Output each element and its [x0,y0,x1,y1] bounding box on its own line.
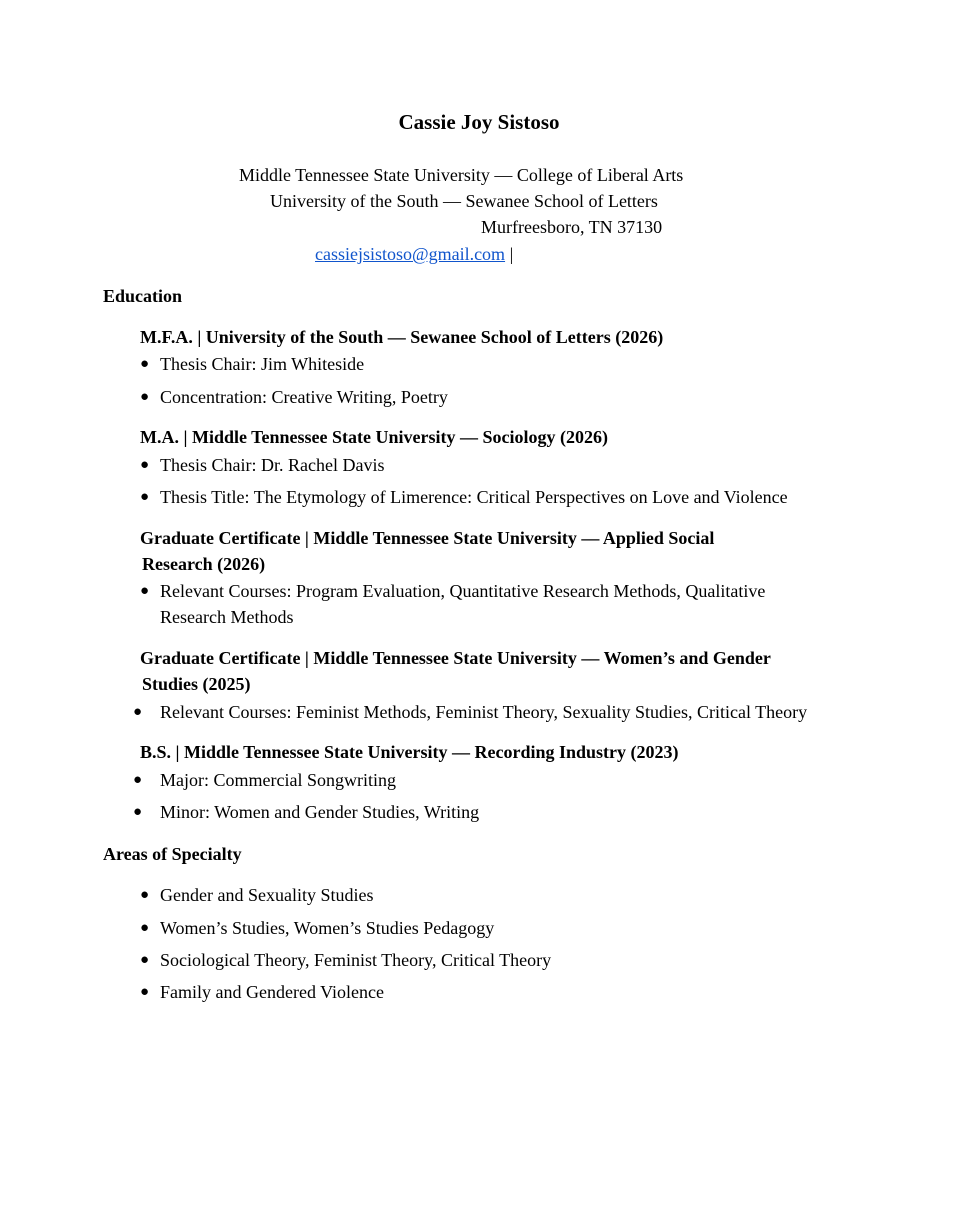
degree-heading-bs: B.S. | Middle Tennessee State University — Recording Industry (2023) [140,742,679,762]
bullet-icon: ● [140,984,150,1000]
degree-heading-cert-asr-cont: Research (2026) [142,554,266,574]
bullet-icon: ● [140,489,150,505]
degree-heading-cert-wgs-cont: Studies (2025) [142,674,251,694]
bullet-icon: ● [133,704,143,720]
list-item-text: Women’s Studies, Women’s Studies Pedagogy [160,918,495,938]
list-item-text: Family and Gendered Violence [160,982,385,1002]
affiliation-line-2: University of the South — Sewanee School of Letters [270,191,658,211]
list-item-text: Thesis Title: The Etymology of Limerence: Critical Perspectives on Love and Violence [160,487,788,507]
list-item-text: Relevant Courses: Program Evaluation, Quantitative Research Methods, Qualitative [160,581,766,601]
bullet-icon: ● [140,389,150,405]
list-item-text: Thesis Chair: Jim Whiteside [160,354,365,374]
section-title-education: Education [103,286,183,306]
email-link[interactable]: cassiejsistoso@gmail.com [315,244,506,264]
list-item-text: Sociological Theory, Feminist Theory, Critical Theory [160,950,552,970]
degree-heading-cert-asr: Graduate Certificate | Middle Tennessee State University — Applied Social [140,528,715,548]
contact-line [315,243,513,265]
list-item-text: Minor: Women and Gender Studies, Writing [160,802,480,822]
bullet-icon: ● [140,356,150,372]
list-item-text-cont: Research Methods [160,607,294,627]
list-item-text: Relevant Courses: Feminist Methods, Feminist Theory, Sexuality Studies, Critical Theory [160,702,808,722]
section-title-specialty: Areas of Specialty [103,844,242,864]
bullet-icon: ● [140,952,150,968]
contact-separator: | [509,244,514,264]
affiliation-line-1: Middle Tennessee State University — College of Liberal Arts [239,165,684,185]
bullet-icon: ● [140,920,150,936]
bullet-icon: ● [140,887,150,903]
list-item-text: Gender and Sexuality Studies [160,885,374,905]
page-title: Cassie Joy Sistoso [398,110,560,134]
bullet-icon: ● [140,583,150,599]
bullet-icon: ● [140,457,150,473]
list-item-text: Thesis Chair: Dr. Rachel Davis [160,455,385,475]
list-item-text: Major: Commercial Songwriting [160,770,396,790]
degree-heading-mfa: M.F.A. | University of the South — Sewanee School of Letters (2026) [140,327,664,347]
bullet-icon: ● [133,804,143,820]
location-line: Murfreesboro, TN 37130 [481,217,663,237]
bullet-icon: ● [133,772,143,788]
degree-heading-cert-wgs: Graduate Certificate | Middle Tennessee State University — Women’s and Gender [140,648,771,668]
degree-heading-ma: M.A. | Middle Tennessee State University — Sociology (2026) [140,427,608,447]
list-item-text: Concentration: Creative Writing, Poetry [160,387,448,407]
